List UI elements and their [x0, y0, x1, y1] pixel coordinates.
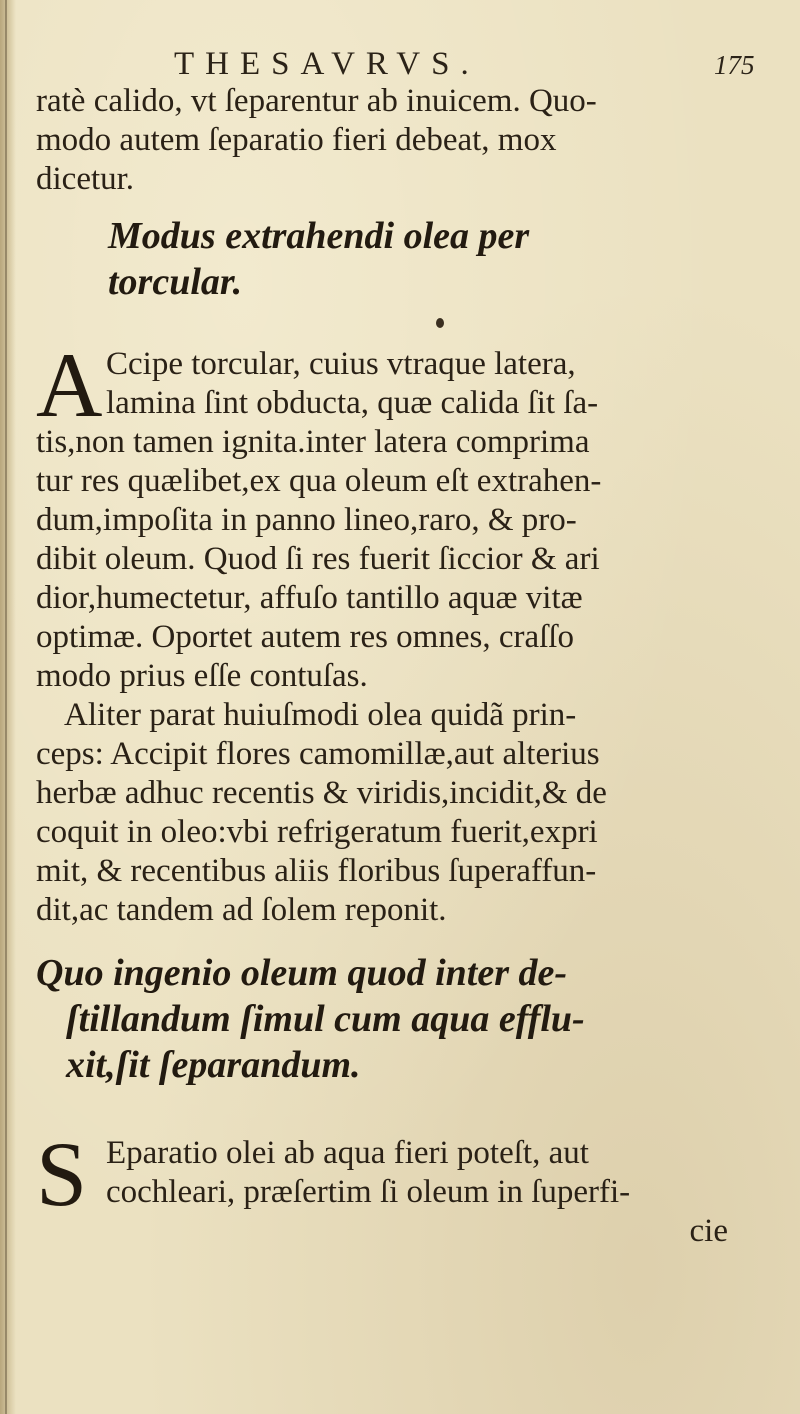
page-number: 175 [714, 50, 755, 80]
text-line: Eparatio olei ab aqua fieri poteſt, aut [106, 1135, 589, 1171]
ink-dot [436, 318, 444, 328]
section-heading: Quo ingenio oleum quod inter de- [36, 952, 567, 994]
section-heading: Modus extrahendi olea per [108, 215, 530, 257]
text-line: herbæ adhuc recentis & viridis,incidit,& de [36, 775, 607, 811]
text-line: Aliter parat huiuſmodi olea quidã prin- [64, 697, 577, 733]
text-line: mit, & recentibus aliis floribus ſuperaffun- [36, 853, 597, 889]
drop-cap-initial: S [36, 1123, 88, 1225]
text-line: coquit in oleo:vbi refrigeratum fuerit,expri [36, 814, 598, 850]
drop-cap-initial: A [36, 334, 103, 436]
section-heading: xit,ſit ſeparandum. [66, 1044, 361, 1086]
binding-edge [5, 0, 7, 1414]
second-paragraph [36, 696, 776, 930]
intro-paragraph [36, 82, 776, 199]
section-paragraph [36, 1123, 776, 1251]
running-title: THESAVRVS. [174, 46, 480, 82]
text-line: modo autem ſeparatio fieri debeat, mox [36, 122, 557, 158]
running-head [36, 28, 776, 82]
text-block [36, 28, 776, 1251]
page-gutter [0, 0, 16, 1414]
text-line: ceps: Accipit flores camomillæ,aut alterius [36, 736, 600, 772]
text-line: dior,humectetur, affuſo tantillo aquæ vitæ [36, 580, 583, 616]
text-line: dit,ac tandem ad ſolem reponit. [36, 892, 447, 928]
text-line: cochleari, præſertim ſi oleum in ſuperfi- [106, 1174, 631, 1210]
text-line: optimæ. Oportet autem res omnes, craſſo [36, 619, 574, 655]
section-heading: torcular. [108, 261, 243, 303]
text-line: dum,impoſita in panno lineo,raro, & pro- [36, 502, 577, 538]
section-heading: ſtillandum ſimul cum aqua efflu- [66, 998, 585, 1040]
section-paragraph [36, 334, 776, 696]
text-line: tis,non tamen ignita.inter latera comprima [36, 424, 590, 460]
text-line: modo prius eſſe contuſas. [36, 658, 368, 694]
text-line: Ccipe torcular, cuius vtraque latera, [106, 346, 576, 382]
text-line: dicetur. [36, 161, 135, 197]
text-line: ratè calido, vt ſeparentur ab inuicem. Quo- [36, 83, 597, 119]
text-line: tur res quælibet,ex qua oleum eſt extrahen- [36, 463, 602, 499]
text-line: lamina ſint obducta, quæ calida ſit ſa- [106, 385, 599, 421]
catchword: cie [689, 1213, 728, 1249]
text-line: dibit oleum. Quod ſi res fuerit ſiccior & ari [36, 541, 600, 577]
